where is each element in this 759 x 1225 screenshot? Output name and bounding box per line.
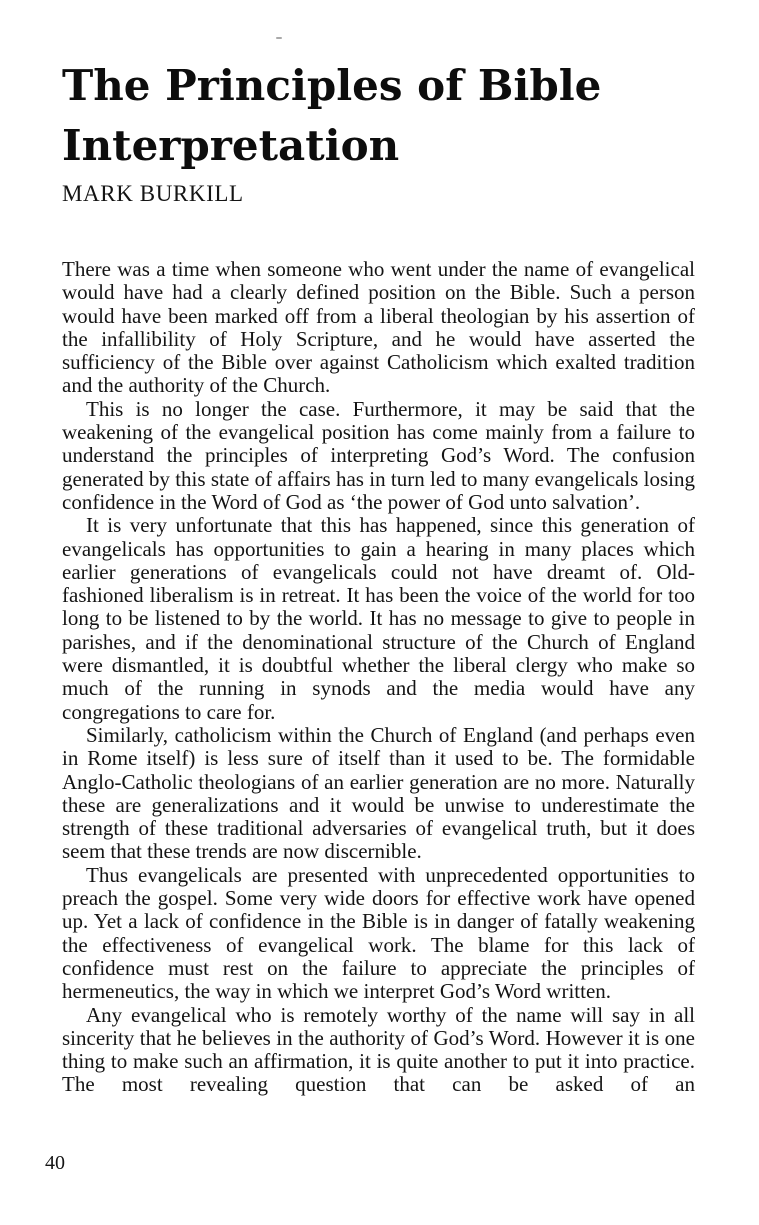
article-title [62,56,601,176]
paragraph-3: It is very unfortunate that this has happened, since this generation of evangelicals has opportunities to gain a hearing in many places which earlier generations of evangelicals could not have dreamt of. Old-fashioned liberalism is in retreat. It has been the voice of the world for too long to be listened to by the world. It has no message to give to people in parishes, and if the denominational structure of the Church of England were dismantled, it is doubtful whether the liberal clergy who make so much of the running in synods and the media would have any congregations to care for. [62,513,695,724]
paragraph-5: Thus evangelicals are presented with unprecedented opportunities to preach the gospel. Some very wide doors for effective work have opened up. Yet a lack of confidence in the Bible is in danger of fatally weakening the effectiveness of evangelical work. The blame for this lack of confidence must rest on the failure to appreciate the principles of hermeneutics, the way in which we interpret God’s Word written. [62,862,695,1004]
paragraph-4: Similarly, catholicism within the Church of England (and perhaps even in Rome itself) is less sure of itself than it used to be. The formidable Anglo-Catholic theologians of an earlier generation are no more. Naturally these are generalizations and it would be unwise to underestimate the strength of these traditional adversaries of evangelical truth, but it does seem that these trends are now discernible. [62,722,695,864]
article-body [62,258,695,1097]
page-number: 40 [45,1152,65,1174]
article-title-line2: Interpretation [62,121,400,170]
scan-speck-artifact [276,37,282,39]
article-title-line1: The Principles of Bible [62,61,602,110]
paragraph-1: There was a time when someone who went under the name of evangelical would have had a clearly defined position on the Bible. Such a person would have been marked off from a liberal theologian by his assertion of the infallibility of Holy Scripture, and he would have asserted the sufficiency of the Bible over against Catholicism which exalted tradition and the authority of the Church. [62,257,695,398]
paragraph-6: Any evangelical who is remotely worthy of the name will say in all sincerity that he believes in the authority of God’s Word. However it is one thing to make such an affirmation, it is quite another to put it into practice. The most revealing question that can be asked of an [62,1002,695,1097]
paragraph-2: This is no longer the case. Furthermore, it may be said that the weakening of the evangelical position has come mainly from a failure to understand the principles of interpreting God’s Word. The confusion generated by this state of affairs has in turn led to many evangelicals losing confidence in the Word of God as ‘the power of God unto salvation’. [62,396,695,514]
article-author: MARK BURKILL [62,181,244,206]
